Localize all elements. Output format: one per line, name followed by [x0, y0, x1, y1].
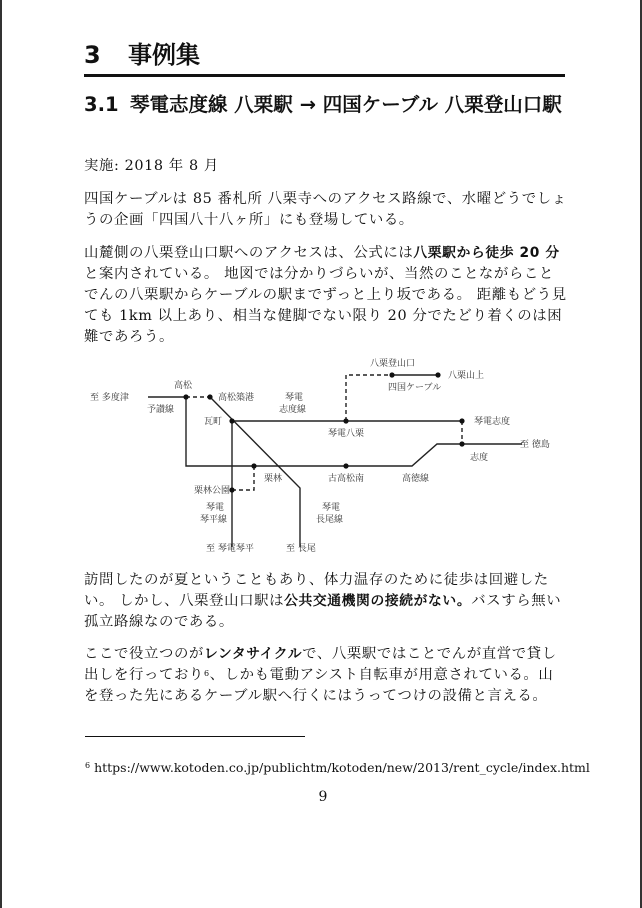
- paragraph-4: [84, 644, 568, 707]
- label-to-nagao: 至 長尾: [286, 544, 316, 554]
- section-rule: [84, 74, 565, 77]
- paragraph-4-text-a: ここで役立つのが: [84, 646, 204, 662]
- label-yakuri-tozanguchi: 八栗登山口: [370, 359, 416, 369]
- label-kotohira-line-2: 琴平線: [200, 515, 228, 525]
- paragraph-2-text-b: と案内されている。 地図では分かりづらいが、当然のことながらことでんの八栗駅からケーブルの駅までずっと上り坂である。 距離もどう見ても 1km 以上あり、相当な健脚でない限り 20 分でたどり着くのは困難であろう。: [84, 266, 567, 345]
- label-kotohira-line-1: 琴電: [206, 503, 225, 513]
- label-kawaramachi: 瓦町: [204, 417, 223, 427]
- footnote-ref[interactable]: 6: [203, 669, 210, 678]
- label-shikoku-cable: 四国ケーブル: [388, 383, 442, 393]
- footnote: [85, 760, 590, 776]
- label-kotoku-line: 高徳線: [402, 474, 430, 484]
- label-nagao-line-1: 琴電: [322, 503, 341, 513]
- label-nagao-line-2: 長尾線: [316, 515, 344, 525]
- route-map: [82, 350, 562, 565]
- paragraph-2-bold: 八栗駅から徒歩 20 分: [413, 245, 560, 261]
- label-takamatsu-chikko: 高松築港: [218, 393, 255, 403]
- label-to-tokushima: 至 徳島: [520, 440, 550, 450]
- subsection-number: 3.1: [84, 93, 119, 116]
- paragraph-2: [84, 243, 568, 348]
- label-kotoden-shido: 琴電志度: [474, 417, 511, 427]
- paragraph-4-text-c: 、しかも電動アシスト自転車が用意されている。山を登った先にあるケーブル駅へ行くにはうってつけの設備と言える。: [84, 667, 554, 704]
- label-ritsurin: 栗林: [264, 474, 283, 484]
- section-title: 事例集: [128, 41, 200, 69]
- label-ritsurin-koen: 栗林公園: [194, 486, 231, 496]
- footnote-url[interactable]: https://www.kotoden.co.jp/publichtm/kotoden/new/2013/rent_cycle/index.html: [94, 760, 590, 775]
- label-shido-line-2: 志度線: [279, 405, 307, 415]
- paragraph-3-text-a: 訪問したのが夏ということもあり、体力温存のために徒歩は回避したい。 しかし、八栗登山口駅は: [84, 572, 549, 609]
- section-heading: [84, 40, 564, 70]
- subsection-heading: [84, 92, 564, 118]
- paragraph-3: [84, 570, 568, 633]
- section-number: 3: [84, 41, 101, 69]
- date-line: 実施: 2018 年 8 月: [84, 158, 219, 174]
- label-shido-line-1: 琴電: [285, 393, 304, 403]
- page-number: 9: [318, 789, 328, 805]
- label-takamatsu: 高松: [174, 381, 193, 391]
- footnote-rule: [85, 736, 305, 737]
- paragraph-1: 四国ケーブルは 85 番札所 八栗寺へのアクセス路線で、水曜どうでしょうの企画「四国八十八ヶ所」にも登場している。: [84, 191, 567, 228]
- paragraph-3-bold: 公共交通機関の接続がない。: [284, 593, 472, 609]
- paragraph-3-text-b: バスすら無い孤立路線なのである。: [84, 593, 562, 630]
- label-to-kotohira: 至 琴電琴平: [206, 544, 254, 554]
- paragraph-2-text-a: 山麓側の八栗登山口駅へのアクセスは、公式には: [84, 245, 414, 261]
- paragraph-4-text-b: で、八栗駅ではことでんが直営で貸し出しを行っており: [84, 646, 557, 683]
- label-shido: 志度: [470, 453, 489, 463]
- label-tadotsu: 至 多度津: [90, 393, 129, 403]
- paragraph-4-bold: レンタサイクル: [203, 646, 303, 662]
- footnote-mark: 6: [85, 761, 91, 770]
- label-yosan-line: 予讃線: [147, 405, 175, 415]
- label-kotoden-yakuri: 琴電八栗: [328, 429, 365, 439]
- label-furutakamatsu-minami: 古高松南: [328, 474, 365, 484]
- subsection-title: 琴電志度線 八栗駅 → 四国ケーブル 八栗登山口駅: [130, 93, 562, 116]
- label-yakuri-sanjo: 八栗山上: [448, 371, 485, 381]
